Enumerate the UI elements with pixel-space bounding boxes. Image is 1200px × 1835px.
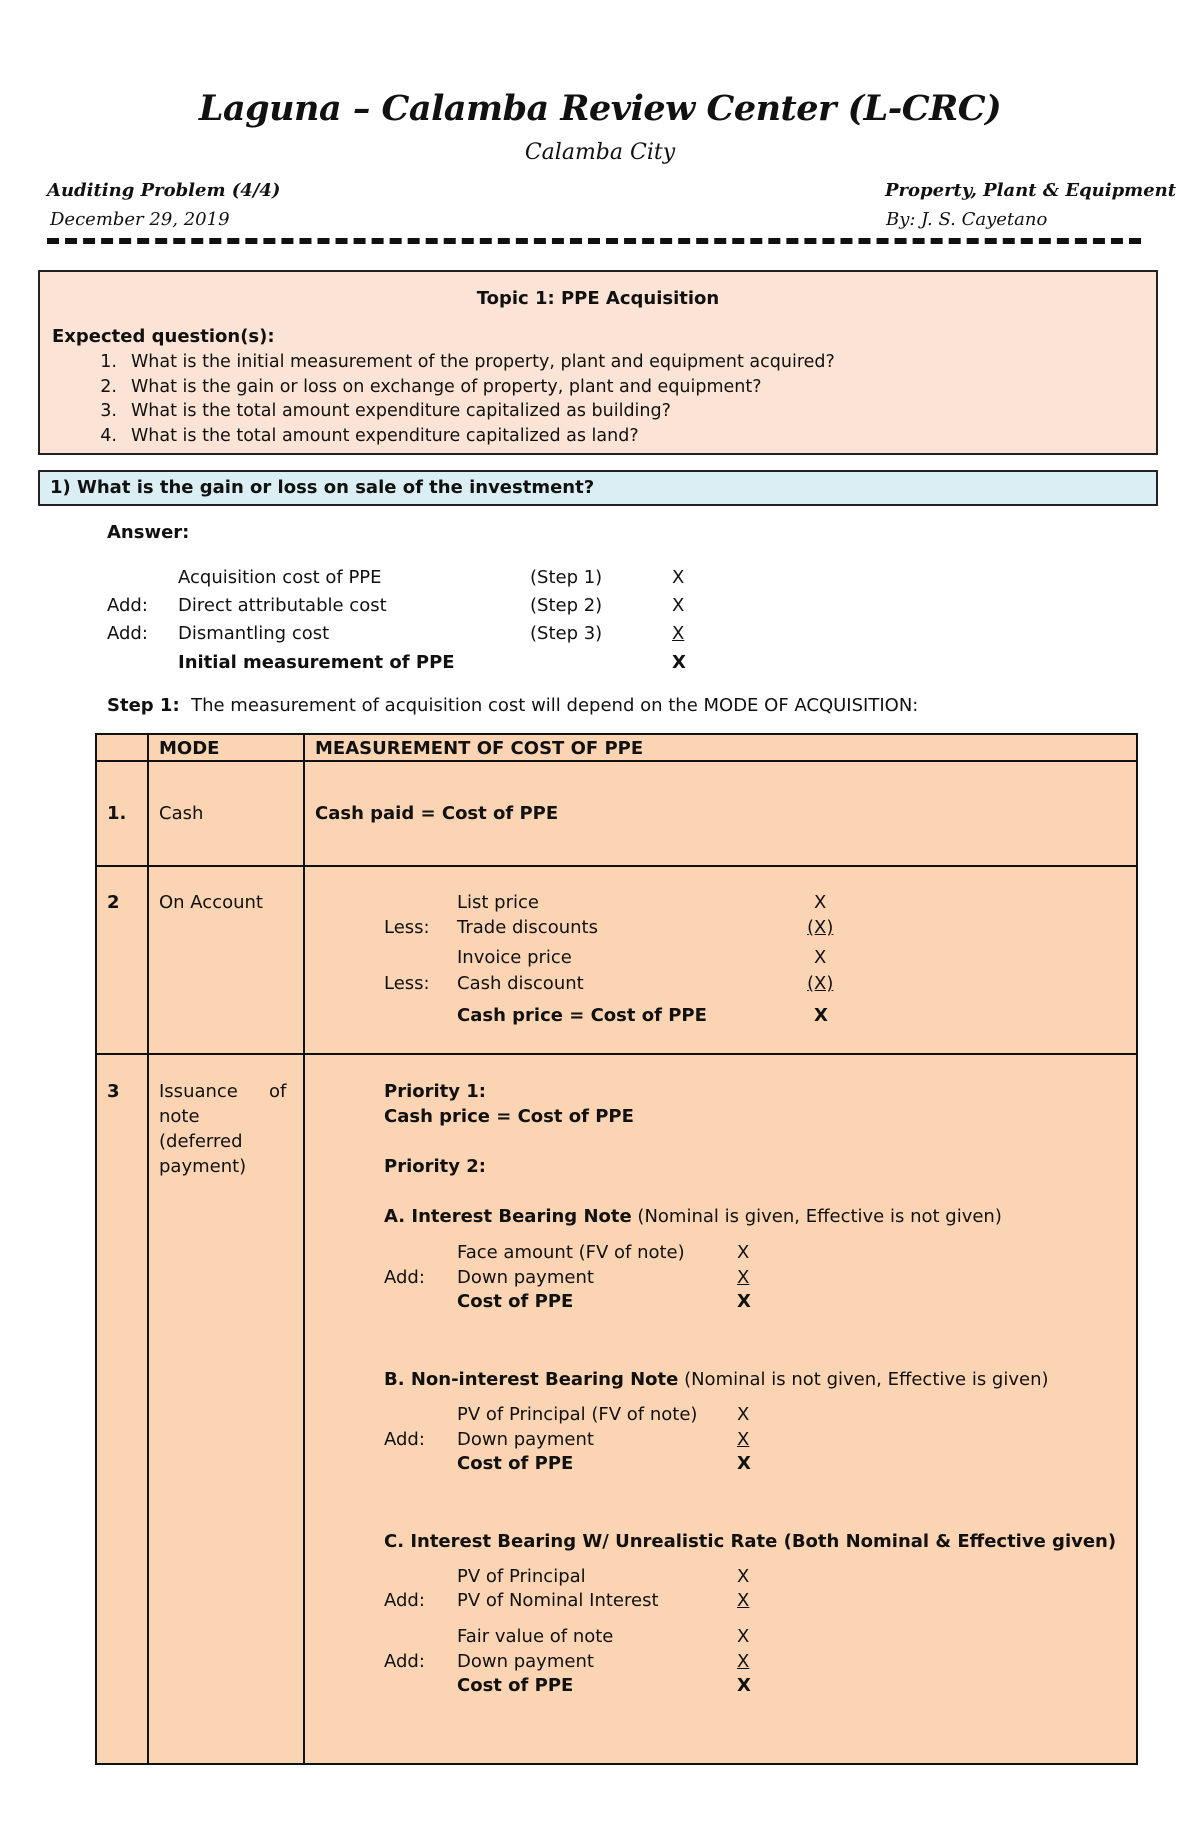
trade-discounts-label: Trade discounts [457, 917, 598, 938]
answer-row-label: Acquisition cost of PPE [178, 567, 382, 588]
author-label: By: J. S. Cayetano [886, 209, 1048, 230]
row-number: 3 [107, 1081, 120, 1102]
down-payment-label: Down payment [457, 1651, 594, 1672]
expected-questions-list [85, 350, 835, 448]
cash-price-label: Cash price = Cost of PPE [457, 1005, 707, 1026]
pv-principal-label: PV of Principal (FV of note) [457, 1404, 698, 1425]
mode-cash: Cash [159, 803, 204, 824]
row-number: 2 [107, 892, 120, 913]
priority-1-text: Cash price = Cost of PPE [384, 1106, 634, 1127]
table-divider [97, 865, 1136, 867]
value: X [737, 1626, 750, 1647]
cash-measurement: Cash paid = Cost of PPE [315, 803, 559, 824]
pv-interest-label: PV of Nominal Interest [457, 1590, 659, 1611]
problem-label: Auditing Problem (4/4) [47, 180, 281, 201]
subject-label: Property, Plant & Equipment [885, 180, 1177, 201]
fair-value-label: Fair value of note [457, 1626, 614, 1647]
invoice-price-label: Invoice price [457, 947, 572, 968]
list-item: 4. What is the total amount expenditure capitalized as land? [100, 425, 639, 446]
answer-label: Answer: [107, 522, 190, 543]
topic-title: Topic 1: PPE Acquisition [476, 288, 720, 309]
page-subtitle: Calamba City [524, 140, 676, 165]
value: X [737, 1590, 750, 1611]
mode-text: note [159, 1106, 200, 1127]
section-c-heading: C. Interest Bearing W/ Unrealistic Rate (Both Nominal & Effective given) [384, 1531, 1117, 1552]
value: X [814, 892, 827, 913]
expected-questions-label: Expected question(s): [52, 326, 275, 347]
mode-text: (deferred [159, 1131, 243, 1152]
section-a-heading: A. Interest Bearing Note (Nominal is given, Effective is not given) [384, 1206, 1002, 1227]
face-amount-label: Face amount (FV of note) [457, 1242, 685, 1263]
value: X [737, 1291, 751, 1312]
date-label: December 29, 2019 [50, 209, 230, 230]
row-number: 1. [107, 803, 127, 824]
mode-on-account: On Account [159, 892, 263, 913]
value: X [737, 1566, 750, 1587]
answer-row-value: X [672, 623, 685, 644]
down-payment-label: Down payment [457, 1429, 594, 1450]
add-label: Add: [384, 1590, 425, 1611]
table-divider [303, 735, 305, 1763]
answer-row-value: X [672, 567, 685, 588]
list-item: 1. What is the initial measurement of the property, plant and equipment acquired? [100, 352, 835, 372]
answer-row-step: (Step 3) [530, 623, 603, 644]
value: X [737, 1675, 751, 1696]
value: X [737, 1453, 751, 1474]
table-divider [97, 760, 1136, 762]
priority-1-label: Priority 1: [384, 1081, 486, 1102]
cost-label: Cost of PPE [457, 1453, 574, 1474]
step1-text: Step 1: The measurement of acquisition cost will depend on the MODE OF ACQUISITION: [107, 695, 919, 716]
mode-text: of [269, 1081, 287, 1102]
column-header-measurement: MEASUREMENT OF COST OF PPE [315, 738, 644, 759]
pv-principal-label: PV of Principal [457, 1566, 586, 1587]
page-title: Laguna – Calamba Review Center (L-CRC) [198, 88, 1002, 129]
answer-row-value: X [672, 595, 685, 616]
cost-label: Cost of PPE [457, 1675, 574, 1696]
answer-row-label: Dismantling cost [178, 623, 330, 644]
value: X [814, 947, 827, 968]
table-divider [97, 1053, 1136, 1055]
add-label: Add: [384, 1651, 425, 1672]
topic-box [38, 270, 1158, 455]
list-item: 3. What is the total amount expenditure capitalized as building? [100, 401, 671, 421]
mode-text: Issuance [159, 1081, 238, 1102]
cash-discount-label: Cash discount [457, 973, 584, 994]
value: X [737, 1404, 750, 1425]
list-price-label: List price [457, 892, 539, 913]
value: X [737, 1242, 750, 1263]
answer-row-label: Direct attributable cost [178, 595, 387, 616]
answer-row-step: (Step 1) [530, 567, 603, 588]
cost-label: Cost of PPE [457, 1291, 574, 1312]
answer-row-prefix: Add: [107, 595, 148, 616]
mode-table [95, 733, 1138, 1765]
add-label: Add: [384, 1267, 425, 1288]
value: (X) [807, 917, 834, 938]
value: X [737, 1267, 750, 1288]
less-label: Less: [384, 973, 430, 994]
less-label: Less: [384, 917, 430, 938]
answer-total-label: Initial measurement of PPE [178, 652, 455, 673]
column-header-mode: MODE [159, 738, 220, 759]
value: X [814, 1005, 828, 1026]
question-box: 1) What is the gain or loss on sale of the investment? [38, 470, 1158, 506]
answer-total-value: X [672, 652, 686, 673]
header-divider [47, 238, 1141, 244]
add-label: Add: [384, 1429, 425, 1450]
answer-row-step: (Step 2) [530, 595, 603, 616]
answer-row-prefix: Add: [107, 623, 148, 644]
value: X [737, 1429, 750, 1450]
value: X [737, 1651, 750, 1672]
section-b-heading: B. Non-interest Bearing Note (Nominal is not given, Effective is given) [384, 1369, 1049, 1390]
priority-2-label: Priority 2: [384, 1156, 486, 1177]
value: (X) [807, 973, 834, 994]
table-divider [147, 735, 149, 1763]
down-payment-label: Down payment [457, 1267, 594, 1288]
list-item: 2. What is the gain or loss on exchange of property, plant and equipment? [100, 376, 762, 397]
mode-text: payment) [159, 1156, 247, 1177]
